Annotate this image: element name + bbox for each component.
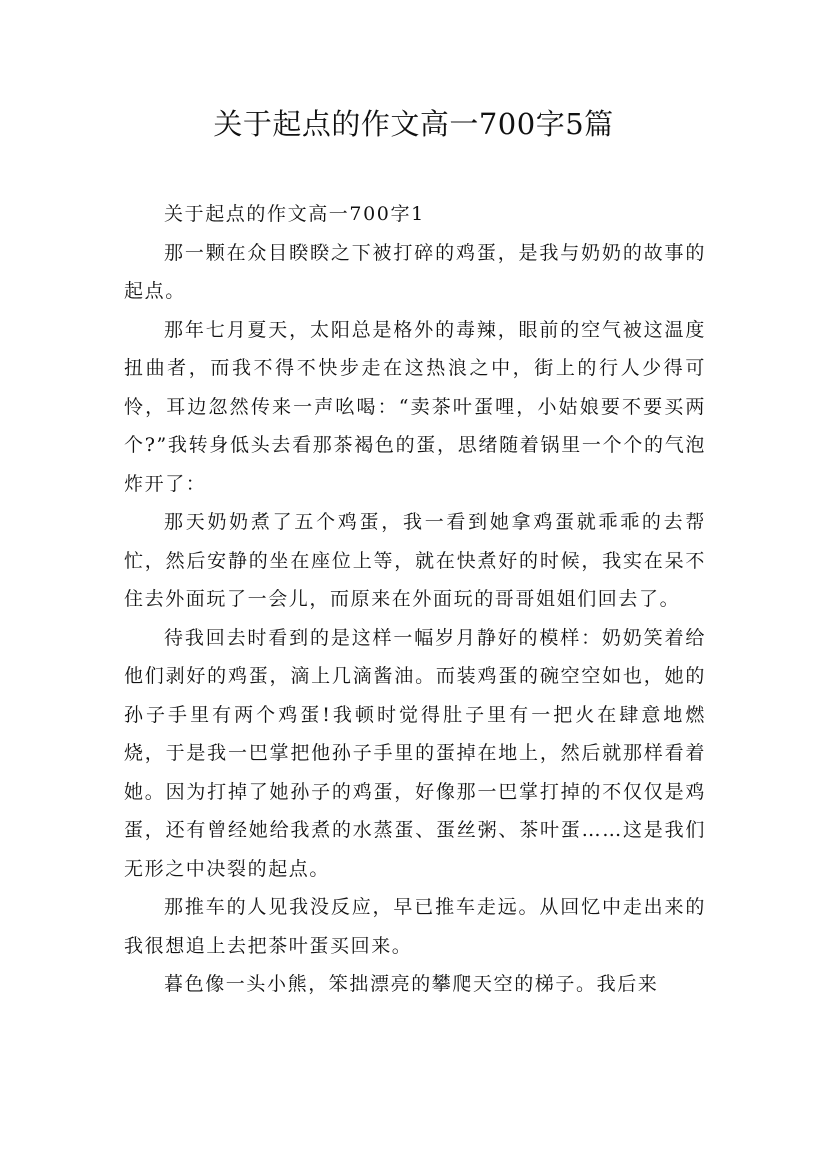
paragraph: 那一颗在众目睽睽之下被打碎的鸡蛋，是我与奶奶的故事的起点。 — [124, 241, 706, 302]
paragraph: 那推车的人见我没反应，早已推车走远。从回忆中走出来的我很想追上去把茶叶蛋买回来。 — [124, 896, 706, 957]
paragraph: 那天奶奶煮了五个鸡蛋，我一看到她拿鸡蛋就乖乖的去帮忙，然后安静的坐在座位上等，就在快煮好的时候，我实在呆不住去外面玩了一会儿，而原来在外面玩的哥哥姐姐们回去了。 — [124, 511, 706, 610]
document-body — [124, 195, 706, 1004]
paragraph: 那年七月夏天，太阳总是格外的毒辣，眼前的空气被这温度扭曲者，而我不得不快步走在这热浪之中，街上的行人少得可怜，耳边忽然传来一声吆喝：“卖茶叶蛋哩，小姑娘要不要买两个?”我转身低头去看那茶褐色的蛋，思绪随着锅里一个个的气泡炸开了： — [124, 318, 706, 495]
paragraph: 暮色像一头小熊，笨拙漂亮的攀爬天空的梯子。我后来 — [164, 973, 659, 995]
section-heading: 关于起点的作文高一700字1 — [164, 203, 425, 225]
paragraph: 待我回去时看到的是这样一幅岁月静好的模样：奶奶笑着给他们剥好的鸡蛋，滴上几滴酱油。而装鸡蛋的碗空空如也，她的孙子手里有两个鸡蛋!我顿时觉得肚子里有一把火在肆意地燃烧，于是我一巴掌把他孙子手里的蛋掉在地上，然后就那样看着她。因为打掉了她孙子的鸡蛋，好像那一巴掌打掉的不仅仅是鸡蛋，还有曾经她给我煮的水蒸蛋、蛋丝粥、茶叶蛋……这是我们无形之中决裂的起点。 — [124, 626, 706, 880]
document-title: 关于起点的作文高一700字5篇 — [213, 107, 614, 141]
